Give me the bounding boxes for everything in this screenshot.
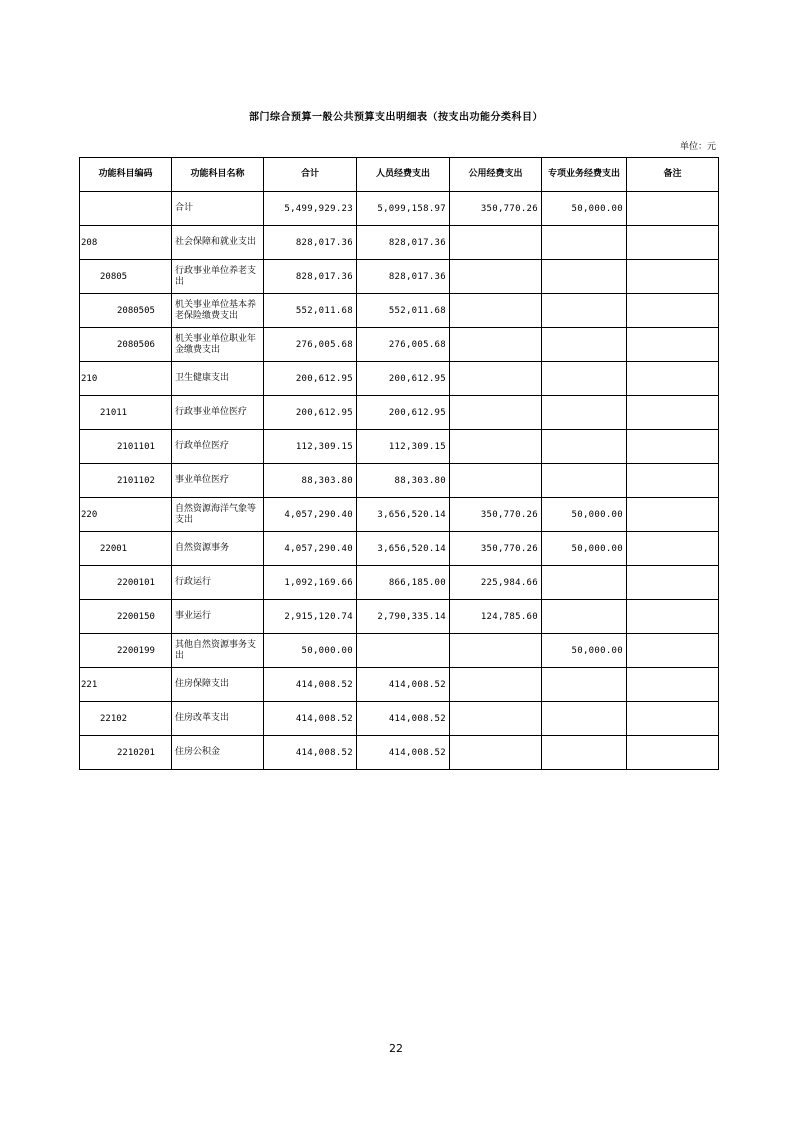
cell-personnel: 828,017.36 bbox=[357, 226, 450, 260]
cell-special: 50,000.00 bbox=[542, 634, 627, 668]
cell-note bbox=[627, 430, 719, 464]
cell-name: 合计 bbox=[172, 192, 264, 226]
cell-note bbox=[627, 634, 719, 668]
cell-total: 5,499,929.23 bbox=[264, 192, 357, 226]
cell-total: 2,915,120.74 bbox=[264, 600, 357, 634]
table-row bbox=[80, 192, 719, 226]
cell-note bbox=[627, 396, 719, 430]
table-row bbox=[80, 634, 719, 668]
table-row bbox=[80, 600, 719, 634]
cell-name: 行政单位医疗 bbox=[172, 430, 264, 464]
table-row bbox=[80, 736, 719, 770]
cell-code: 2080505 bbox=[80, 294, 172, 328]
cell-note bbox=[627, 600, 719, 634]
header-note: 备注 bbox=[627, 158, 719, 192]
page-title: 部门综合预算一般公共预算支出明细表（按支出功能分类科目） bbox=[249, 112, 543, 123]
cell-personnel: 414,008.52 bbox=[357, 702, 450, 736]
cell-special: 50,000.00 bbox=[542, 498, 627, 532]
cell-public bbox=[450, 464, 542, 498]
cell-code: 2200101 bbox=[80, 566, 172, 600]
budget-table bbox=[79, 157, 719, 770]
header-personnel: 人员经费支出 bbox=[357, 158, 450, 192]
cell-total: 828,017.36 bbox=[264, 226, 357, 260]
cell-name: 机关事业单位职业年金缴费支出 bbox=[172, 328, 264, 362]
cell-personnel: 112,309.15 bbox=[357, 430, 450, 464]
cell-public: 225,984.66 bbox=[450, 566, 542, 600]
cell-name: 卫生健康支出 bbox=[172, 362, 264, 396]
cell-special: 50,000.00 bbox=[542, 532, 627, 566]
table-header-row bbox=[80, 158, 719, 192]
cell-code: 2200150 bbox=[80, 600, 172, 634]
cell-name: 行政运行 bbox=[172, 566, 264, 600]
cell-code bbox=[80, 192, 172, 226]
cell-name: 行政事业单位养老支出 bbox=[172, 260, 264, 294]
cell-total: 112,309.15 bbox=[264, 430, 357, 464]
cell-note bbox=[627, 362, 719, 396]
cell-name: 住房改革支出 bbox=[172, 702, 264, 736]
cell-total: 200,612.95 bbox=[264, 396, 357, 430]
cell-code: 22102 bbox=[80, 702, 172, 736]
cell-code: 2210201 bbox=[80, 736, 172, 770]
unit-label: 单位：元 bbox=[679, 142, 716, 152]
table-row bbox=[80, 226, 719, 260]
cell-public bbox=[450, 668, 542, 702]
table-row bbox=[80, 430, 719, 464]
cell-special bbox=[542, 328, 627, 362]
cell-name: 机关事业单位基本养老保险缴费支出 bbox=[172, 294, 264, 328]
cell-code: 2080506 bbox=[80, 328, 172, 362]
table-row bbox=[80, 294, 719, 328]
header-code: 功能科目编码 bbox=[80, 158, 172, 192]
cell-total: 200,612.95 bbox=[264, 362, 357, 396]
cell-personnel: 276,005.68 bbox=[357, 328, 450, 362]
cell-special bbox=[542, 362, 627, 396]
table-row bbox=[80, 328, 719, 362]
cell-personnel: 3,656,520.14 bbox=[357, 498, 450, 532]
table-row bbox=[80, 532, 719, 566]
cell-code: 220 bbox=[80, 498, 172, 532]
cell-personnel: 552,011.68 bbox=[357, 294, 450, 328]
cell-public: 350,770.26 bbox=[450, 532, 542, 566]
cell-code: 21011 bbox=[80, 396, 172, 430]
cell-total: 414,008.52 bbox=[264, 702, 357, 736]
cell-personnel: 866,185.00 bbox=[357, 566, 450, 600]
cell-name: 自然资源事务 bbox=[172, 532, 264, 566]
cell-personnel bbox=[357, 634, 450, 668]
cell-personnel: 414,008.52 bbox=[357, 668, 450, 702]
cell-total: 50,000.00 bbox=[264, 634, 357, 668]
cell-personnel: 3,656,520.14 bbox=[357, 532, 450, 566]
cell-personnel: 5,099,158.97 bbox=[357, 192, 450, 226]
cell-personnel: 88,303.80 bbox=[357, 464, 450, 498]
cell-special bbox=[542, 702, 627, 736]
cell-total: 828,017.36 bbox=[264, 260, 357, 294]
cell-note bbox=[627, 328, 719, 362]
cell-note bbox=[627, 702, 719, 736]
cell-public: 350,770.26 bbox=[450, 498, 542, 532]
cell-public: 124,785.60 bbox=[450, 600, 542, 634]
cell-personnel: 200,612.95 bbox=[357, 396, 450, 430]
cell-total: 552,011.68 bbox=[264, 294, 357, 328]
cell-public: 350,770.26 bbox=[450, 192, 542, 226]
cell-total: 1,092,169.66 bbox=[264, 566, 357, 600]
table-row bbox=[80, 566, 719, 600]
cell-special bbox=[542, 396, 627, 430]
cell-special bbox=[542, 260, 627, 294]
cell-note bbox=[627, 226, 719, 260]
cell-personnel: 2,790,335.14 bbox=[357, 600, 450, 634]
page-number: 22 bbox=[389, 1042, 403, 1055]
cell-name: 社会保障和就业支出 bbox=[172, 226, 264, 260]
cell-total: 414,008.52 bbox=[264, 736, 357, 770]
table-row bbox=[80, 498, 719, 532]
cell-code: 210 bbox=[80, 362, 172, 396]
cell-public bbox=[450, 736, 542, 770]
cell-note bbox=[627, 668, 719, 702]
table-row bbox=[80, 396, 719, 430]
cell-total: 276,005.68 bbox=[264, 328, 357, 362]
cell-public bbox=[450, 362, 542, 396]
cell-public bbox=[450, 260, 542, 294]
cell-public bbox=[450, 294, 542, 328]
cell-public bbox=[450, 328, 542, 362]
table-body bbox=[80, 192, 719, 770]
table-row bbox=[80, 702, 719, 736]
cell-personnel: 828,017.36 bbox=[357, 260, 450, 294]
cell-public bbox=[450, 396, 542, 430]
cell-personnel: 200,612.95 bbox=[357, 362, 450, 396]
cell-code: 2101102 bbox=[80, 464, 172, 498]
table-row bbox=[80, 362, 719, 396]
cell-total: 4,057,290.40 bbox=[264, 498, 357, 532]
cell-special bbox=[542, 464, 627, 498]
cell-personnel: 414,008.52 bbox=[357, 736, 450, 770]
cell-special: 50,000.00 bbox=[542, 192, 627, 226]
cell-public bbox=[450, 702, 542, 736]
cell-code: 221 bbox=[80, 668, 172, 702]
cell-note bbox=[627, 498, 719, 532]
cell-note bbox=[627, 260, 719, 294]
cell-total: 414,008.52 bbox=[264, 668, 357, 702]
cell-code: 2101101 bbox=[80, 430, 172, 464]
cell-name: 行政事业单位医疗 bbox=[172, 396, 264, 430]
header-name: 功能科目名称 bbox=[172, 158, 264, 192]
cell-code: 208 bbox=[80, 226, 172, 260]
cell-special bbox=[542, 430, 627, 464]
cell-name: 自然资源海洋气象等支出 bbox=[172, 498, 264, 532]
cell-name: 住房保障支出 bbox=[172, 668, 264, 702]
cell-public bbox=[450, 430, 542, 464]
table-row bbox=[80, 668, 719, 702]
cell-name: 事业运行 bbox=[172, 600, 264, 634]
cell-note bbox=[627, 532, 719, 566]
cell-name: 住房公积金 bbox=[172, 736, 264, 770]
header-total: 合计 bbox=[264, 158, 357, 192]
cell-total: 4,057,290.40 bbox=[264, 532, 357, 566]
cell-note bbox=[627, 736, 719, 770]
header-special: 专项业务经费支出 bbox=[542, 158, 627, 192]
cell-code: 2200199 bbox=[80, 634, 172, 668]
cell-total: 88,303.80 bbox=[264, 464, 357, 498]
cell-note bbox=[627, 464, 719, 498]
cell-public bbox=[450, 634, 542, 668]
cell-special bbox=[542, 294, 627, 328]
header-public: 公用经费支出 bbox=[450, 158, 542, 192]
cell-public bbox=[450, 226, 542, 260]
cell-special bbox=[542, 566, 627, 600]
cell-special bbox=[542, 736, 627, 770]
cell-note bbox=[627, 192, 719, 226]
cell-note bbox=[627, 566, 719, 600]
cell-special bbox=[542, 226, 627, 260]
cell-code: 20805 bbox=[80, 260, 172, 294]
cell-name: 事业单位医疗 bbox=[172, 464, 264, 498]
table-row bbox=[80, 464, 719, 498]
cell-name: 其他自然资源事务支出 bbox=[172, 634, 264, 668]
cell-special bbox=[542, 668, 627, 702]
cell-code: 22001 bbox=[80, 532, 172, 566]
table-row bbox=[80, 260, 719, 294]
cell-note bbox=[627, 294, 719, 328]
cell-special bbox=[542, 600, 627, 634]
